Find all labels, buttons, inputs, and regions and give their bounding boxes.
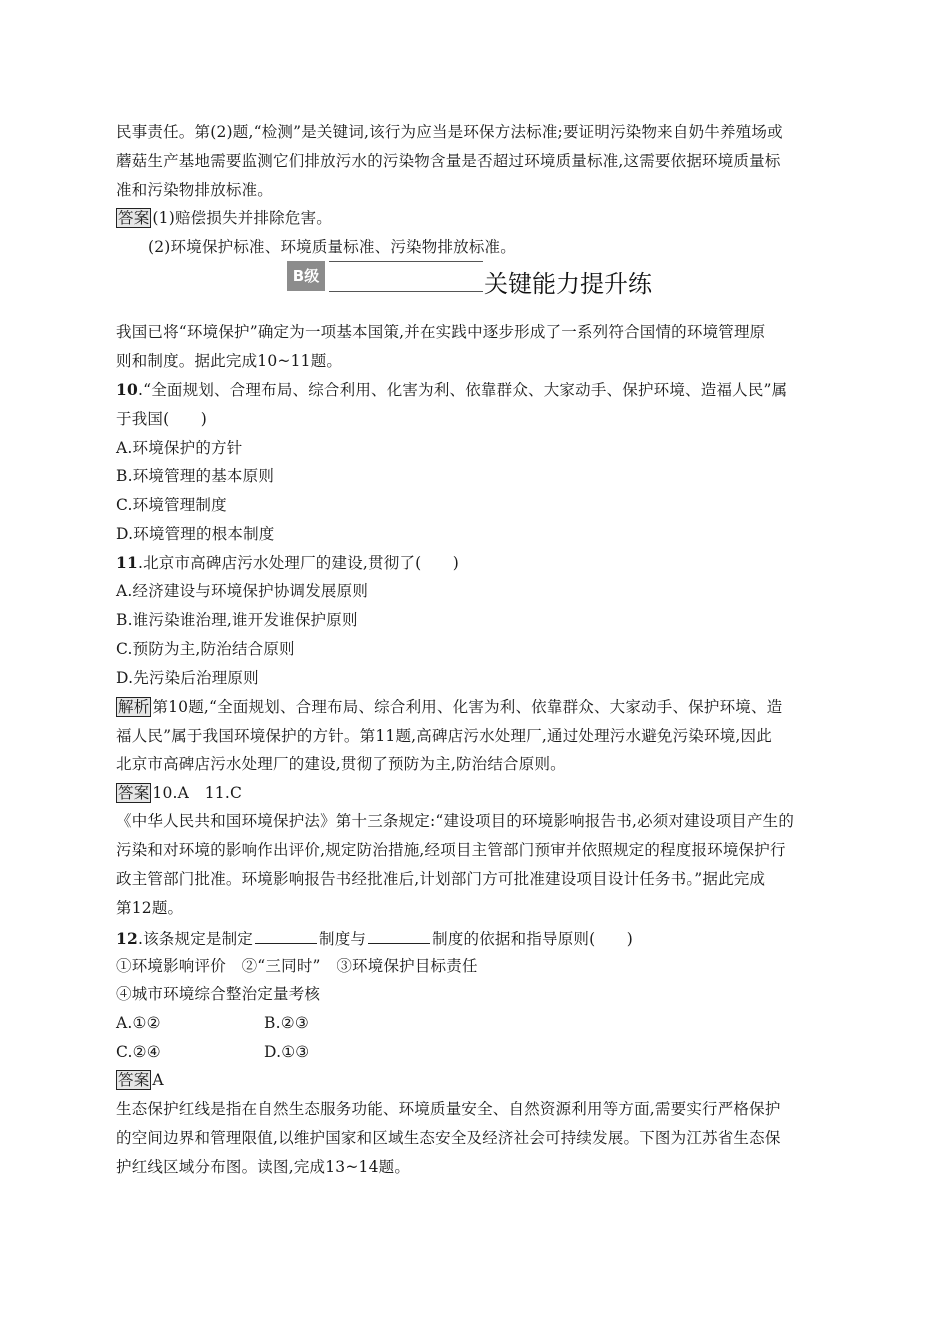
answer-text: (2)环境保护标准、环境质量标准、污染物排放标准。 <box>148 238 516 256</box>
question-12-stem <box>116 927 836 949</box>
section-rule <box>329 261 483 292</box>
question-text: .“全面规划、合理布局、综合利用、化害为利、依靠群众、大家动手、保护环境、造福人民”属 <box>137 381 788 399</box>
intro-line: 护红线区域分布图。读图,完成13~14题。 <box>116 1158 411 1176</box>
answer-text: 10.A 11.C <box>152 784 243 802</box>
paragraph-line: 准和污染物排放标准。 <box>116 181 274 199</box>
question-number: 10 <box>116 380 138 399</box>
option-d[interactable]: D.环境管理的根本制度 <box>116 525 275 543</box>
fill-blank[interactable] <box>255 927 317 944</box>
intro-line: 我国已将“环境保护”确定为一项基本国策,并在实践中逐步形成了一系列符合国情的环境管理原 <box>116 323 766 341</box>
section-title: 关键能力提升练 <box>484 270 652 298</box>
intro-line: 污染和对环境的影响作出评价,规定防治措施,经项目主管部门预审并依照规定的程度报环境保护行 <box>116 841 786 859</box>
paragraph-line: 蘑菇生产基地需要监测它们排放污水的污染物含量是否超过环境质量标准,这需要依据环境质量标 <box>116 152 781 170</box>
option-c[interactable]: C.②④ <box>116 1043 161 1061</box>
option-row <box>116 1013 836 1033</box>
answer-block <box>116 783 836 803</box>
answer-block <box>116 208 836 228</box>
answer-block <box>116 1070 836 1090</box>
intro-line: 政主管部门批准。环境影响报告书经批准后,计划部门方可批准建设项目设计任务书。”据此完成 <box>116 870 766 888</box>
option-d[interactable]: D.①③ <box>264 1043 310 1061</box>
option-d[interactable]: D.先污染后治理原则 <box>116 669 259 687</box>
question-10-stem <box>116 380 836 400</box>
intro-line: 的空间边界和管理限值,以维护国家和区域生态安全及经济社会可持续发展。下图为江苏省生态保 <box>116 1129 781 1147</box>
answer-tag: 答案 <box>118 1071 150 1089</box>
intro-line: 第12题。 <box>116 899 184 917</box>
fill-blank[interactable] <box>368 927 430 944</box>
option-a[interactable]: A.经济建设与环境保护协调发展原则 <box>116 582 369 600</box>
question-text: 制度的依据和指导原则( ) <box>432 930 634 948</box>
option-row <box>116 1042 836 1062</box>
question-number: 11 <box>116 553 138 572</box>
question-text: .该条规定是制定 <box>137 930 254 948</box>
intro-line: 则和制度。据此完成10~11题。 <box>116 352 343 370</box>
option-b[interactable]: B.②③ <box>264 1014 309 1032</box>
question-text: .北京市高碑店污水处理厂的建设,贯彻了( ) <box>137 554 460 572</box>
answer-text: A <box>152 1071 164 1089</box>
choice-items: ④城市环境综合整治定量考核 <box>116 985 321 1003</box>
analysis-text: 第10题,“全面规划、合理布局、综合利用、化害为利、依靠群众、大家动手、保护环境、造 <box>152 698 783 716</box>
question-11-stem <box>116 553 836 573</box>
question-text: 制度与 <box>319 930 367 948</box>
analysis-block <box>116 697 836 717</box>
intro-line: 生态保护红线是指在自然生态服务功能、环境质量安全、自然资源利用等方面,需要实行严格保护 <box>116 1100 781 1118</box>
answer-tag: 答案 <box>118 784 150 802</box>
option-b[interactable]: B.谁污染谁治理,谁开发谁保护原则 <box>116 611 358 629</box>
option-b[interactable]: B.环境管理的基本原则 <box>116 467 275 485</box>
option-c[interactable]: C.预防为主,防治结合原则 <box>116 640 295 658</box>
analysis-tag: 解析 <box>118 698 150 716</box>
paragraph-line: 民事责任。第(2)题,“检测”是关键词,该行为应当是环保方法标准;要证明污染物来自奶牛养殖场或 <box>116 123 783 141</box>
option-c[interactable]: C.环境管理制度 <box>116 496 227 514</box>
option-a[interactable]: A.环境保护的方针 <box>116 439 243 457</box>
question-text: 于我国( ) <box>116 410 207 428</box>
analysis-text: 北京市高碑店污水处理厂的建设,贯彻了预防为主,防治结合原则。 <box>116 755 566 773</box>
question-number: 12 <box>116 929 138 948</box>
choice-items: ①环境影响评价 ②“三同时” ③环境保护目标责任 <box>116 957 478 975</box>
answer-tag: 答案 <box>118 209 150 227</box>
intro-line: 《中华人民共和国环境保护法》第十三条规定:“建设项目的环境影响报告书,必须对建设项目产生的 <box>116 812 795 830</box>
answer-text: (1)赔偿损失并排除危害。 <box>152 209 332 227</box>
analysis-text: 福人民”属于我国环境保护的方针。第11题,高碑店污水处理厂,通过处理污水避免污染环境,因此 <box>116 727 772 745</box>
level-badge: B级 <box>287 261 325 291</box>
option-a[interactable]: A.①② <box>116 1014 161 1032</box>
